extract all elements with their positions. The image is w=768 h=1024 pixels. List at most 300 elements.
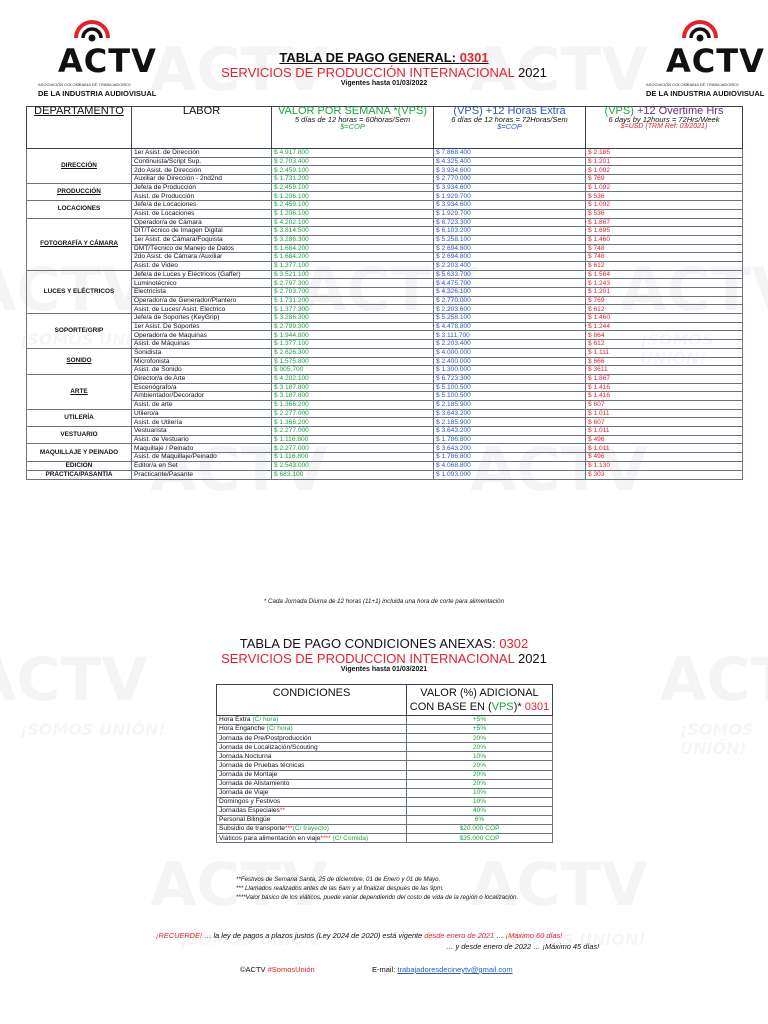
department-label: DIRECCIÓN [61, 161, 97, 169]
extra-cell: $ 1.093.000 [434, 470, 586, 479]
table-row [27, 183, 743, 192]
condition-row [217, 761, 553, 770]
condition-name [217, 725, 407, 734]
table-row [27, 270, 743, 279]
vps-cell: $ 3.187.800 [272, 392, 434, 401]
extra-cell: $ 3.643.200 [434, 444, 586, 453]
vps-cell: $ 2.799.300 [272, 322, 434, 331]
table-row [27, 235, 743, 244]
labor-cell: Practicante/Pasante [132, 470, 272, 479]
labor-cell: Asist. de Máquinas [132, 340, 272, 349]
labor-cell: DMT/Técnico de Manejo de Datos [132, 244, 272, 253]
usd-cell: $ 496 [586, 435, 743, 444]
condition-marker: *** [284, 825, 293, 833]
usd-cell: $ 1.201 [586, 288, 743, 297]
header-general [0, 50, 768, 87]
department-cell [27, 444, 132, 461]
col-vps: VALOR POR SEMANA *(VPS) 5 días de 12 horas = 60horas/Sem $=COP [272, 107, 434, 149]
usd-cell: $ 536 [586, 192, 743, 201]
condition-name [217, 788, 407, 797]
labor-cell: Jefe/a de Soportes (KeyGrip) [132, 314, 272, 323]
vps-cell: $ 1.575.800 [272, 357, 434, 366]
labor-cell: 1er Asist. de Dirección [132, 149, 272, 158]
conditions-header-row [217, 685, 553, 716]
condition-label: Subsidio de transporte [219, 825, 285, 833]
table-row [27, 305, 743, 314]
condition-label: Domingos y Festivos [219, 798, 281, 806]
usd-cell: $ 666 [586, 357, 743, 366]
labor-cell: Auxiliar de Dirección - 2nd2nd [132, 175, 272, 184]
extra-cell: $ 2.203.400 [434, 340, 586, 349]
condition-marker: **** [320, 834, 331, 842]
vps-cell: $ 1.116.800 [272, 453, 434, 462]
condition-row [217, 734, 553, 743]
usd-cell: $ 1.867 [586, 218, 743, 227]
department-cell [27, 218, 132, 270]
condition-row [217, 834, 553, 843]
extra-cell: $ 6.103.200 [434, 227, 586, 236]
condition-label: Jornadas Especiales [219, 807, 280, 815]
table-row [27, 383, 743, 392]
labor-cell: Jefe/a de Producción [132, 183, 272, 192]
department-cell [27, 409, 132, 426]
vps-cell: $ 2.703.400 [272, 157, 434, 166]
usd-cell: $ 769 [586, 175, 743, 184]
department-cell [27, 183, 132, 200]
extra-cell: $ 1.786.800 [434, 453, 586, 462]
table-row [27, 253, 743, 262]
usd-cell: $ 1.564 [586, 270, 743, 279]
condition-unit: (C/ trayecto) [292, 825, 329, 833]
extra-cell: $ 1.929.700 [434, 192, 586, 201]
condition-value: 6% [407, 816, 553, 825]
signal-icon [678, 12, 722, 44]
logo-text: ACTV [58, 42, 157, 80]
logo-subtitle-2: DE LA INDUSTRIA AUDIOVISUAL [38, 89, 157, 98]
vps-cell: $ 1.366.200 [272, 400, 434, 409]
table-row [27, 392, 743, 401]
usd-cell: $ 864 [586, 331, 743, 340]
condition-label: Jornada de Localización/Scouting [219, 743, 318, 751]
condition-unit: (C/ Comida) [330, 834, 369, 842]
condition-marker: ** [279, 807, 285, 815]
extra-cell: $ 2.185.900 [434, 418, 586, 427]
table-row [27, 279, 743, 288]
labor-cell: DIT/Técnico de Imagen Digital [132, 227, 272, 236]
labor-cell: Microfonista [132, 357, 272, 366]
labor-cell: 1er Asist. De Soportes [132, 322, 272, 331]
col-overtime: (VPS) +12 Overtime Hrs 6 days by 12hours = 72Hrs/Week $=USD (TRM Ref: 03/2021) [586, 107, 743, 149]
table-row [27, 288, 743, 297]
labor-cell: Electricista [132, 288, 272, 297]
department-label: VESTUARIO [60, 431, 98, 439]
condition-label: Jornada de Pruebas técnicas [219, 761, 305, 769]
email-link[interactable]: trabajadoresdecineytv@gmail.com [397, 965, 513, 974]
department-cell [27, 201, 132, 218]
labor-cell: Utilero/a [132, 409, 272, 418]
footnote: **Festivos de Semana Santa, 25 de diciembre, 01 de Enero y 01 de Mayo. [236, 876, 441, 883]
usd-cell: $ 612 [586, 261, 743, 270]
table-row [27, 348, 743, 357]
condition-name [217, 779, 407, 788]
extra-cell: $ 5.633.700 [434, 270, 586, 279]
vps-cell: $ 3.286.300 [272, 314, 434, 323]
condition-value: +5% [407, 725, 553, 734]
usd-cell: $ 1.460 [586, 314, 743, 323]
condition-name [217, 825, 407, 834]
signal-icon [70, 12, 114, 44]
extra-cell: $ 2.203.600 [434, 305, 586, 314]
usd-cell: $ 1.092 [586, 183, 743, 192]
department-label: MAQUILLAJE Y PEINADO [39, 448, 119, 456]
department-label: SONIDO [66, 357, 92, 365]
usd-cell: $ 1.130 [586, 461, 743, 470]
condition-unit: (C/ hora) [266, 725, 293, 733]
vps-cell: $ 1.377.300 [272, 305, 434, 314]
vps-cell: $ 1.206.100 [272, 192, 434, 201]
logo-subtitle: ASOCIACIÓN COLOMBIANA DE TRABAJADORES [38, 82, 131, 87]
usd-cell: $ 3611 [586, 366, 743, 375]
usd-cell: $ 1.416 [586, 392, 743, 401]
logo-subtitle-2: DE LA INDUSTRIA AUDIOVISUAL [646, 89, 765, 98]
condition-row [217, 725, 553, 734]
condition-label: Jornada de Montaje [219, 770, 278, 778]
footnote: *** Llamados realizados antes de las 6am y al finalizar después de las 9pm. [236, 885, 444, 892]
vps-cell: $ 2.626.300 [272, 348, 434, 357]
vps-cell: $ 1.731.200 [272, 296, 434, 305]
logo-subtitle: ASOCIACIÓN COLOMBIANA DE TRABAJADORES [646, 82, 739, 87]
table-row [27, 192, 743, 201]
table-row [27, 322, 743, 331]
condition-value: +5% [407, 716, 553, 725]
condition-name [217, 743, 407, 752]
table-row [27, 340, 743, 349]
extra-cell: $ 2.694.800 [434, 244, 586, 253]
extra-cell: $ 3.934.600 [434, 201, 586, 210]
labor-cell: Continuista/Script Sup. [132, 157, 272, 166]
condition-value: 20% [407, 734, 553, 743]
usd-cell: $ 536 [586, 209, 743, 218]
reminder-line-1: ¡RECUERDE! … la ley de pagos a plazos justos (Ley 2024 de 2020) está vigente desde enero de 2021 … ¡Máximo 60 días! [156, 931, 563, 940]
condition-name [217, 816, 407, 825]
table-row [27, 314, 743, 323]
condition-label: Jornada Nocturna [219, 752, 272, 760]
labor-cell: Vestuarista [132, 427, 272, 436]
table-row [27, 400, 743, 409]
table-row [27, 427, 743, 436]
condition-value: 10% [407, 752, 553, 761]
usd-cell: $ 1.416 [586, 383, 743, 392]
labor-cell: Asist. de Producción [132, 192, 272, 201]
page-subtitle: SERVICIOS DE PRODUCCIÓN INTERNACIONAL 2021 [221, 65, 547, 80]
usd-cell: $ 748 [586, 244, 743, 253]
condition-value: 20% [407, 761, 553, 770]
vps-cell: $ 3.286.300 [272, 235, 434, 244]
condition-unit: (C/ hora) [252, 716, 279, 724]
vps-cell: $ 1.206.100 [272, 209, 434, 218]
table-row [27, 157, 743, 166]
extra-cell: $ 4.068.800 [434, 461, 586, 470]
table-row [27, 435, 743, 444]
extra-cell: $ 4.000.000 [434, 348, 586, 357]
page-title: TABLA DE PAGO GENERAL: 0301 [279, 50, 489, 65]
labor-cell: Asist. de Maquillaje/Peinado [132, 453, 272, 462]
labor-cell: Operador/a de Maquinas [132, 331, 272, 340]
vps-cell: $ 1.377.100 [272, 340, 434, 349]
vps-cell: $ 4.202.100 [272, 218, 434, 227]
usd-cell: $ 1.111 [586, 348, 743, 357]
vps-cell: $ 2.277.000 [272, 427, 434, 436]
extra-cell: $ 2.694.800 [434, 253, 586, 262]
usd-cell: $ 2.185 [586, 149, 743, 158]
condition-name [217, 770, 407, 779]
extra-cell: $ 2.400.000 [434, 357, 586, 366]
labor-cell: Asist. de Sonido [132, 366, 272, 375]
conditions-subtitle: SERVICIOS DE PRODUCCION INTERNACIONAL 2021 [221, 651, 547, 666]
department-cell [27, 427, 132, 444]
col-departamento: DEPARTAMENTO [27, 107, 132, 149]
usd-cell: $ 1.201 [586, 157, 743, 166]
department-label: LUCES Y ELÉCTRICOS [43, 287, 115, 295]
labor-cell: 2do Asist. de Cámara /Auxiliar [132, 253, 272, 262]
watermark [470, 855, 648, 915]
labor-cell: 1er Asist. de Cámara/Foquista [132, 235, 272, 244]
extra-cell: $ 7.868.400 [434, 149, 586, 158]
extra-cell: $ 3.643.200 [434, 409, 586, 418]
footer-email: E-mail: trabajadoresdecineytv@gmail.com [372, 965, 513, 974]
extra-cell: $ 4.475.700 [434, 279, 586, 288]
condition-name [217, 797, 407, 806]
condition-value: 40% [407, 806, 553, 815]
department-label: LOCACIONES [57, 205, 101, 213]
department-cell [27, 270, 132, 313]
labor-cell: Editor/a en Set [132, 461, 272, 470]
vps-cell: $ 4.202.100 [272, 374, 434, 383]
condition-value: 20% [407, 779, 553, 788]
condition-row [217, 816, 553, 825]
general-pay-table [26, 106, 743, 480]
condition-row [217, 806, 553, 815]
extra-cell: $ 4.478.800 [434, 322, 586, 331]
table-row [27, 166, 743, 175]
extra-cell: $ 1.300.000 [434, 366, 586, 375]
conditions-title: TABLA DE PAGO CONDICIONES ANEXAS: 0302 [239, 636, 529, 651]
usd-cell: $ 607 [586, 400, 743, 409]
vps-cell: $ 2.459.100 [272, 183, 434, 192]
department-label: SOPORTE/GRIP [54, 326, 104, 334]
labor-cell: Ambientador/Decorador [132, 392, 272, 401]
extra-cell: $ 4.325.400 [434, 157, 586, 166]
table-row [27, 209, 743, 218]
labor-cell: Asist. de Video [132, 261, 272, 270]
vps-cell: $ 1.377.100 [272, 261, 434, 270]
table-row [27, 453, 743, 462]
condition-name [217, 716, 407, 725]
condition-value: $20.000 COP [407, 825, 553, 834]
labor-cell: Asist. de Vestuario [132, 435, 272, 444]
usd-cell: $ 1.092 [586, 166, 743, 175]
usd-cell: $ 1.244 [586, 322, 743, 331]
extra-cell: $ 5.258.100 [434, 235, 586, 244]
footer-brand: ©ACTV #SomosUnión [240, 965, 315, 974]
condition-name [217, 752, 407, 761]
labor-cell: Escenógrafo/a [132, 383, 272, 392]
usd-cell: $ 303 [586, 470, 743, 479]
extra-cell: $ 4.326.100 [434, 288, 586, 297]
labor-cell: Operador/a de Cámara [132, 218, 272, 227]
table-row [27, 261, 743, 270]
usd-cell: $ 496 [586, 453, 743, 462]
extra-cell: $ 3.643.200 [434, 427, 586, 436]
extra-cell: $ 2.770.000 [434, 296, 586, 305]
labor-cell: Sonidista [132, 348, 272, 357]
table-row [27, 201, 743, 210]
vps-cell: $ 1.366.200 [272, 418, 434, 427]
department-label: PRÁCTICA/PASANTÍA [45, 470, 113, 478]
condition-value: $35.000 COP [407, 834, 553, 843]
table-row [27, 175, 743, 184]
department-label: PRODUCCIÓN [57, 187, 101, 195]
condition-label: Jornada de Viaje [219, 789, 269, 797]
usd-cell: $ 607 [586, 418, 743, 427]
condition-label: Jornada de Alistamiento [219, 780, 290, 787]
vps-cell: $ 4.917.800 [272, 149, 434, 158]
table-row [27, 244, 743, 253]
usd-cell: $ 1.695 [586, 227, 743, 236]
extra-cell: $ 2.185.900 [434, 400, 586, 409]
department-label: UTILERÍA [64, 413, 94, 421]
condition-name [217, 761, 407, 770]
table-row [27, 218, 743, 227]
condition-name [217, 834, 407, 843]
usd-cell: $ 1.011 [586, 444, 743, 453]
condition-label: Hora Extra [219, 716, 253, 724]
usd-cell: $ 1.092 [586, 201, 743, 210]
usd-cell: $ 612 [586, 340, 743, 349]
condition-row [217, 752, 553, 761]
col-condiciones: CONDICIONES [217, 685, 407, 716]
extra-cell: $ 6.723.300 [434, 218, 586, 227]
table-row [27, 444, 743, 453]
condition-row [217, 743, 553, 752]
condition-value: 10% [407, 788, 553, 797]
table-row [27, 296, 743, 305]
department-label: FOTOGRAFÍA Y CÁMARA [40, 240, 118, 248]
condition-row [217, 797, 553, 806]
labor-cell: Maquillaje / Peinado [132, 444, 272, 453]
extra-cell: $ 5.100.500 [434, 383, 586, 392]
usd-cell: $ 748 [586, 253, 743, 262]
usd-cell: $ 1.011 [586, 427, 743, 436]
validity: Vigentes hasta 01/03/2022 [340, 80, 428, 87]
extra-cell: $ 3.111.700 [434, 331, 586, 340]
labor-cell: Operador/a de Generador/Plantero [132, 296, 272, 305]
department-cell [27, 470, 132, 479]
extra-cell: $ 6.723.300 [434, 374, 586, 383]
vps-cell: $ 2.277.000 [272, 444, 434, 453]
extra-cell: $ 1.929.700 [434, 209, 586, 218]
usd-cell: $ 1.867 [586, 374, 743, 383]
condition-row [217, 825, 553, 834]
condition-label: Jornada de Pre/Postproducción [219, 734, 312, 742]
condition-value: 20% [407, 743, 553, 752]
labor-cell: 2do Asist. de Dirección [132, 166, 272, 175]
condition-name [217, 806, 407, 815]
extra-cell: $ 2.770.000 [434, 175, 586, 184]
col-extra: (VPS) +12 Horas Extra 6 días de 12 horas = 72Horas/Sem $=COP [434, 107, 586, 149]
table-row [27, 374, 743, 383]
vps-cell: $ 1.116.800 [272, 435, 434, 444]
condition-row [217, 716, 553, 725]
condition-value: 20% [407, 770, 553, 779]
logo-text: ACTV [666, 42, 765, 80]
vps-cell: $ 1.684.200 [272, 244, 434, 253]
col-labor: LABOR [132, 107, 272, 149]
table-row [27, 366, 743, 375]
footnote: ****Valor básico de los viáticos, puede variar dependiendo del costo de vida de la región o localización. [236, 894, 519, 901]
vps-cell: $ 1.944.800 [272, 331, 434, 340]
extra-cell: $ 5.258.100 [434, 314, 586, 323]
labor-cell: Jefe/a de Luces y Eléctricos (Gaffer) [132, 270, 272, 279]
usd-cell: $ 1.011 [586, 409, 743, 418]
vps-cell: $ 1.731.200 [272, 175, 434, 184]
condition-row [217, 770, 553, 779]
vps-cell: $ 2.277.000 [272, 409, 434, 418]
labor-cell: Asist. de Utilería [132, 418, 272, 427]
department-cell [27, 461, 132, 470]
vps-cell: $ 2.459.100 [272, 166, 434, 175]
labor-cell: Asist. de arte [132, 400, 272, 409]
vps-cell: $ 2.703.700 [272, 288, 434, 297]
department-label: EDICIÓN [65, 461, 93, 469]
table-row [27, 418, 743, 427]
table-row [27, 409, 743, 418]
watermark-slogan [20, 720, 166, 739]
extra-cell: $ 2.203.400 [434, 261, 586, 270]
table-row [27, 357, 743, 366]
vps-cell: $ 2.543.000 [272, 461, 434, 470]
labor-cell: Jefe/a de Locaciones [132, 201, 272, 210]
condition-label: Hora Enganche [219, 725, 267, 733]
table-row [27, 149, 743, 158]
labor-cell: Luminotécnico [132, 279, 272, 288]
department-cell [27, 149, 132, 184]
condition-name [217, 734, 407, 743]
department-label: ARTE [70, 387, 88, 395]
table-row [27, 331, 743, 340]
condition-row [217, 788, 553, 797]
table-row [27, 227, 743, 236]
usd-cell: $ 612 [586, 305, 743, 314]
conditions-table [216, 684, 553, 843]
labor-cell: Director/a de Arte [132, 374, 272, 383]
vps-cell: $ 683.100 [272, 470, 434, 479]
labor-cell: Asist. de Luces/ Asist. Electrico [132, 305, 272, 314]
conditions-validity: Vigentes hasta 01/03/2021 [340, 666, 428, 673]
vps-cell: $ 3.187.800 [272, 383, 434, 392]
usd-cell: $ 1.243 [586, 279, 743, 288]
extra-cell: $ 3.934.600 [434, 183, 586, 192]
department-cell [27, 314, 132, 349]
table-footnote: * Cada Jornada Diurna de 12 horas (11+1) incluida una hora de corte para alimentación [263, 598, 505, 605]
department-cell [27, 374, 132, 409]
vps-cell: $ 2.797.300 [272, 279, 434, 288]
table-row [27, 470, 743, 479]
header-conditions [0, 636, 768, 673]
extra-cell: $ 5.100.500 [434, 392, 586, 401]
vps-cell: $ 905.700 [272, 366, 434, 375]
usd-cell: $ 1.460 [586, 235, 743, 244]
